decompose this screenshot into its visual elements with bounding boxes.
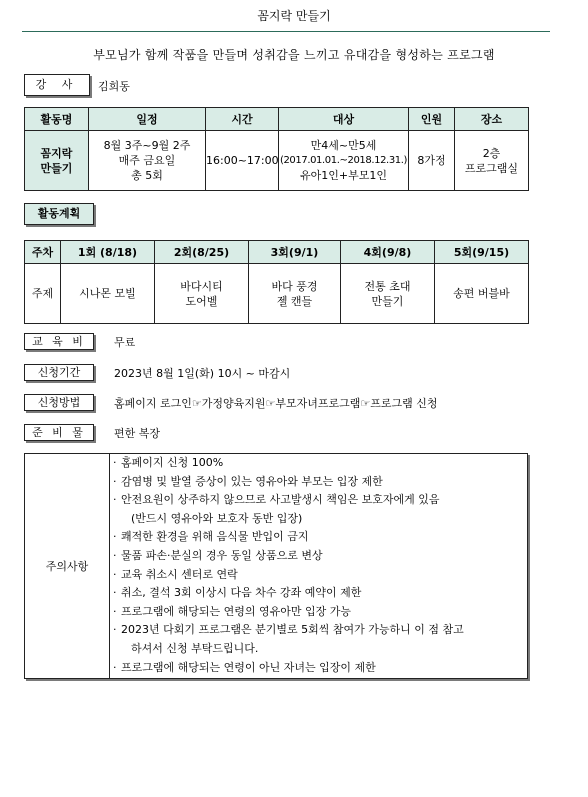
notes-section [24, 453, 528, 679]
apply-method-value: 홈페이지 로그인☞가정양육지원☞부모자녀프로그램☞프로그램 신청 [114, 397, 438, 410]
header-schedule: 일정 [89, 108, 206, 131]
note-item [113, 584, 523, 603]
instructor-label: 강 사 [24, 74, 90, 96]
title-divider [22, 31, 550, 32]
target-line: 만4세~만5세 [310, 139, 377, 152]
bullet-dot: · [113, 456, 117, 469]
plan-header-session-2: 2회(8/25) [155, 241, 249, 264]
bullet-dot: · [113, 586, 117, 600]
document-title: 꼼지락 만들기 [257, 9, 331, 23]
schedule-line: 총 5회 [131, 169, 163, 182]
header-time: 시간 [206, 108, 279, 131]
plan-header-session-4: 4회(9/8) [341, 241, 435, 264]
note-text: 교육 취소시 센터로 연락 [121, 567, 238, 581]
schedule-line: 8월 3주~9월 2주 [103, 139, 191, 152]
header-target: 대상 [279, 108, 409, 131]
header-place: 장소 [455, 108, 529, 131]
schedule-cell [89, 131, 206, 191]
target-line: (2017.01.01.~2018.12.31.) [279, 155, 408, 166]
plan-header-week: 주차 [25, 241, 61, 264]
bullet-dot: · [113, 567, 117, 581]
schedule-line: 매주 금요일 [118, 154, 176, 167]
bullet-dot: · [113, 474, 117, 488]
supplies-label: 준 비 물 [24, 424, 94, 441]
apply-period-value: 2023년 8월 1일(화) 10시 ~ 마감시 [114, 367, 291, 380]
note-item-continuation [113, 510, 523, 529]
activity-name-line: 꼼지락 [40, 146, 73, 160]
note-text: 2023년 다회기 프로그램은 분기별로 5회씩 참여가 가능하니 이 점 참고 [121, 623, 464, 637]
note-text: (반드시 영유아와 보호자 동반 입장) [131, 511, 303, 525]
place-line: 프로그램실 [464, 161, 519, 175]
note-text: 물품 파손·분실의 경우 동일 상품으로 변상 [121, 548, 323, 562]
notes-list [113, 454, 523, 677]
note-item [113, 473, 523, 492]
topic-line: 송편 버블바 [453, 287, 510, 300]
activity-plan-label: 활동계획 [24, 203, 94, 225]
target-cell [279, 131, 409, 191]
topic-line: 전통 초대 [364, 279, 411, 293]
program-info-table [24, 107, 529, 191]
topic-line: 도어벨 [185, 294, 218, 308]
topic-line: 만들기 [371, 294, 404, 308]
note-item [113, 491, 523, 510]
note-text: 쾌적한 환경을 위해 음식물 반입이 금지 [121, 530, 309, 544]
apply-method-label: 신청방법 [24, 394, 94, 411]
note-item [113, 547, 523, 566]
plan-row-label: 주제 [25, 264, 61, 324]
bullet-dot: · [113, 530, 117, 544]
note-item [113, 454, 523, 473]
note-item [113, 621, 523, 640]
time-cell: 16:00~17:00 [206, 131, 279, 191]
note-item [113, 528, 523, 547]
topic-line: 바다 풍경 [271, 279, 318, 293]
note-text: 감염병 및 발열 증상이 있는 영유아와 부모는 입장 제한 [121, 474, 383, 488]
topic-cell [155, 264, 249, 324]
activity-name-line: 만들기 [40, 161, 73, 175]
count-cell: 8가정 [409, 131, 455, 191]
note-item [113, 566, 523, 585]
topic-cell [249, 264, 341, 324]
note-text: 안전요원이 상주하지 않으므로 사고발생시 책임은 보호자에게 있음 [121, 493, 440, 507]
topic-line: 바다시티 [180, 279, 223, 293]
fee-value: 무료 [114, 336, 136, 349]
note-text: 취소, 결석 3회 이상시 다음 차수 강좌 예약이 제한 [121, 586, 362, 600]
place-cell [455, 131, 529, 191]
place-line: 2층 [482, 146, 501, 160]
plan-header-session-5: 5회(9/15) [435, 241, 529, 264]
note-text: 하셔서 신청 부탁드립니다. [131, 641, 259, 655]
header-activity-name: 활동명 [25, 108, 89, 131]
topic-line: 젤 캔들 [276, 294, 313, 308]
supplies-value: 편한 복장 [114, 427, 161, 440]
topic-cell [435, 264, 529, 324]
bullet-dot: · [113, 548, 117, 562]
topic-cell [61, 264, 155, 324]
target-line: 유아1인+부모1인 [300, 169, 387, 182]
bullet-dot: · [113, 660, 117, 674]
note-text: 홈페이지 신청 100% [121, 456, 224, 469]
header-count: 인원 [409, 108, 455, 131]
note-item [113, 603, 523, 622]
program-subtitle: 부모님가 함께 작품을 만들며 성취감을 느끼고 유대감을 형성하는 프로그램 [93, 48, 495, 62]
plan-header-session-1: 1회 (8/18) [61, 241, 155, 264]
activity-plan-table [24, 240, 529, 324]
plan-header-session-3: 3회(9/1) [249, 241, 341, 264]
note-text: 프로그램에 해당되는 연령이 아닌 자녀는 입장이 제한 [121, 660, 376, 674]
apply-period-label: 신청기간 [24, 364, 94, 381]
bullet-dot: · [113, 604, 117, 618]
bullet-dot: · [113, 623, 117, 637]
note-item-continuation [113, 640, 523, 659]
topic-cell [341, 264, 435, 324]
instructor-name: 김희동 [98, 80, 130, 93]
note-text: 프로그램에 해당되는 연령의 영유아만 입장 가능 [121, 604, 352, 618]
note-item [113, 659, 523, 678]
notes-label: 주의사항 [25, 454, 110, 678]
fee-label: 교 육 비 [24, 333, 94, 350]
topic-line: 시나몬 모빌 [79, 287, 136, 300]
bullet-dot: · [113, 493, 117, 507]
activity-name-cell [25, 131, 89, 191]
